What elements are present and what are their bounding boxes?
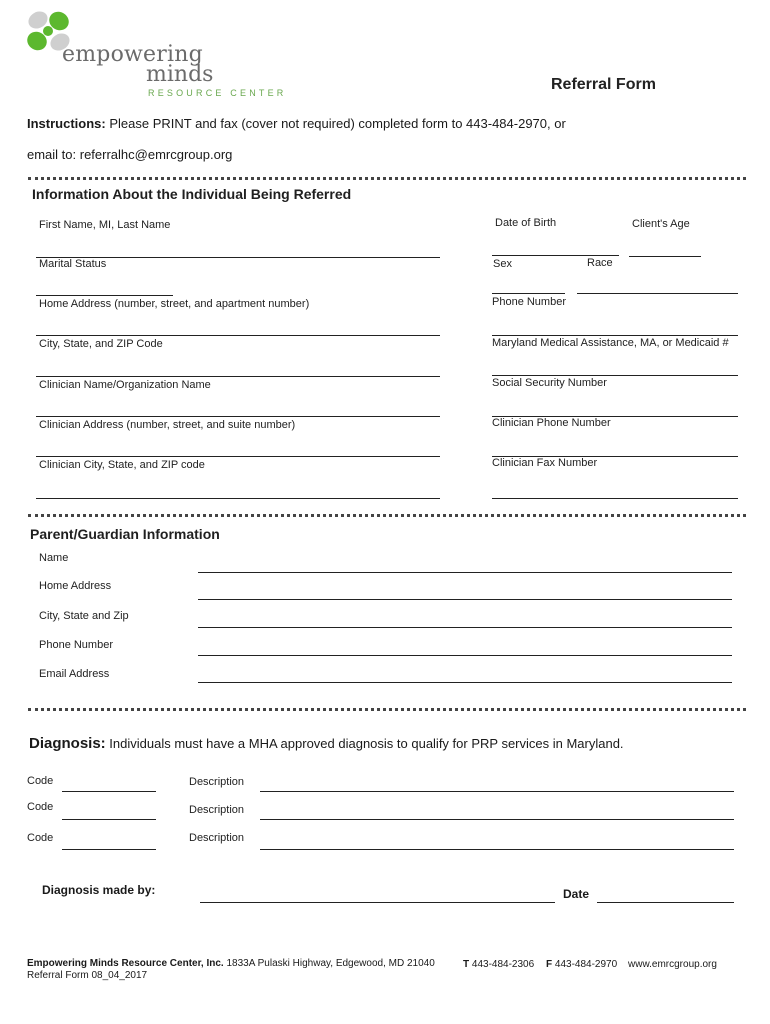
footer-website: www.emrcgroup.org xyxy=(628,959,717,970)
clinician-name-label: Clinician Name/Organization Name xyxy=(39,379,211,391)
footer-company: Empowering Minds Resource Center, Inc. xyxy=(27,958,224,969)
footer-form-id: Referral Form 08_04_2017 xyxy=(27,970,148,981)
instructions-text: Please PRINT and fax (cover not required) completed form to 443-484-2970, or xyxy=(105,116,566,131)
description-field[interactable] xyxy=(260,791,734,792)
clinician-phone-label: Clinician Phone Number xyxy=(492,417,611,429)
description-field[interactable] xyxy=(260,849,734,850)
guardian-city-field[interactable] xyxy=(198,627,732,628)
guardian-name-label: Name xyxy=(39,552,69,564)
dob-label: Date of Birth xyxy=(495,217,557,229)
logo-resource-center: RESOURCE CENTER xyxy=(148,88,287,98)
dob-field[interactable] xyxy=(492,255,619,256)
diagnosis-heading xyxy=(29,735,624,753)
description-label: Description xyxy=(189,804,245,816)
code-label: Code xyxy=(27,775,54,787)
marital-label: Marital Status xyxy=(39,258,107,270)
clinician-city-field[interactable] xyxy=(36,498,440,499)
clinician-address-field[interactable] xyxy=(36,456,440,457)
race-label: Race xyxy=(587,257,613,269)
footer-t-number: 443-484-2306 xyxy=(469,959,535,970)
clinician-name-field[interactable] xyxy=(36,416,440,417)
first-name-label: First Name, MI, Last Name xyxy=(39,219,171,231)
description-label: Description xyxy=(189,776,245,788)
code-field[interactable] xyxy=(62,849,156,850)
phone-field[interactable] xyxy=(492,335,738,336)
date-field[interactable] xyxy=(597,902,734,903)
divider xyxy=(28,177,746,180)
medicaid-field[interactable] xyxy=(492,375,738,376)
code-field[interactable] xyxy=(62,819,156,820)
footer-fax xyxy=(546,959,617,970)
ssn-label: Social Security Number xyxy=(492,377,607,389)
clinician-fax-label: Clinician Fax Number xyxy=(492,457,598,469)
diagnosis-made-by-field[interactable] xyxy=(200,902,555,903)
age-label: Client's Age xyxy=(632,218,690,230)
guardian-heading: Parent/Guardian Information xyxy=(30,526,220,542)
home-address-label: Home Address (number, street, and apartment number) xyxy=(39,298,310,310)
code-label: Code xyxy=(27,832,54,844)
clinician-city-label: Clinician City, State, and ZIP code xyxy=(39,459,205,471)
race-field[interactable] xyxy=(577,293,738,294)
city-label: City, State, and ZIP Code xyxy=(39,338,163,350)
footer-f-label: F xyxy=(546,959,553,970)
guardian-phone-label: Phone Number xyxy=(39,639,113,651)
guardian-phone-field[interactable] xyxy=(198,655,732,656)
footer-street: 1833A Pulaski Highway, Edgewood, MD 21040 xyxy=(223,958,435,969)
code-label: Code xyxy=(27,801,54,813)
footer-address xyxy=(27,958,435,969)
description-label: Description xyxy=(189,832,245,844)
footer-f-number: 443-484-2970 xyxy=(552,959,618,970)
instructions-label: Instructions: xyxy=(27,116,106,131)
home-address-field[interactable] xyxy=(36,335,440,336)
guardian-email-field[interactable] xyxy=(198,682,732,683)
divider xyxy=(28,514,746,517)
diagnosis-text: Individuals must have a MHA approved diagnosis to qualify for PRP services in Maryland. xyxy=(105,736,624,751)
form-title: Referral Form xyxy=(551,76,656,93)
diagnosis-made-by-label: Diagnosis made by: xyxy=(42,883,156,897)
logo-empowering: empowering xyxy=(62,42,203,67)
phone-label: Phone Number xyxy=(492,296,566,308)
code-field[interactable] xyxy=(62,791,156,792)
city-field[interactable] xyxy=(36,376,440,377)
guardian-email-label: Email Address xyxy=(39,668,110,680)
sex-field[interactable] xyxy=(492,293,565,294)
guardian-city-label: City, State and Zip xyxy=(39,610,129,622)
sex-label: Sex xyxy=(493,258,512,270)
date-label: Date xyxy=(563,887,590,901)
marital-field[interactable] xyxy=(36,295,173,296)
diagnosis-label: Diagnosis: xyxy=(29,735,106,752)
description-field[interactable] xyxy=(260,819,734,820)
footer-phone xyxy=(463,959,534,970)
instructions-email: email to: referralhc@emrcgroup.org xyxy=(27,147,233,162)
guardian-address-field[interactable] xyxy=(198,599,732,600)
footer-t-label: T xyxy=(463,959,470,970)
guardian-name-field[interactable] xyxy=(198,572,732,573)
divider xyxy=(28,708,746,711)
guardian-address-label: Home Address xyxy=(39,580,112,592)
individual-heading: Information About the Individual Being Referred xyxy=(32,186,352,202)
clinician-fax-field[interactable] xyxy=(492,498,738,499)
age-field[interactable] xyxy=(629,256,701,257)
clinician-address-label: Clinician Address (number, street, and suite number) xyxy=(39,419,296,431)
instructions xyxy=(27,116,566,131)
medicaid-label: Maryland Medical Assistance, MA, or Medicaid # xyxy=(492,337,729,349)
logo-minds: minds xyxy=(146,62,214,87)
